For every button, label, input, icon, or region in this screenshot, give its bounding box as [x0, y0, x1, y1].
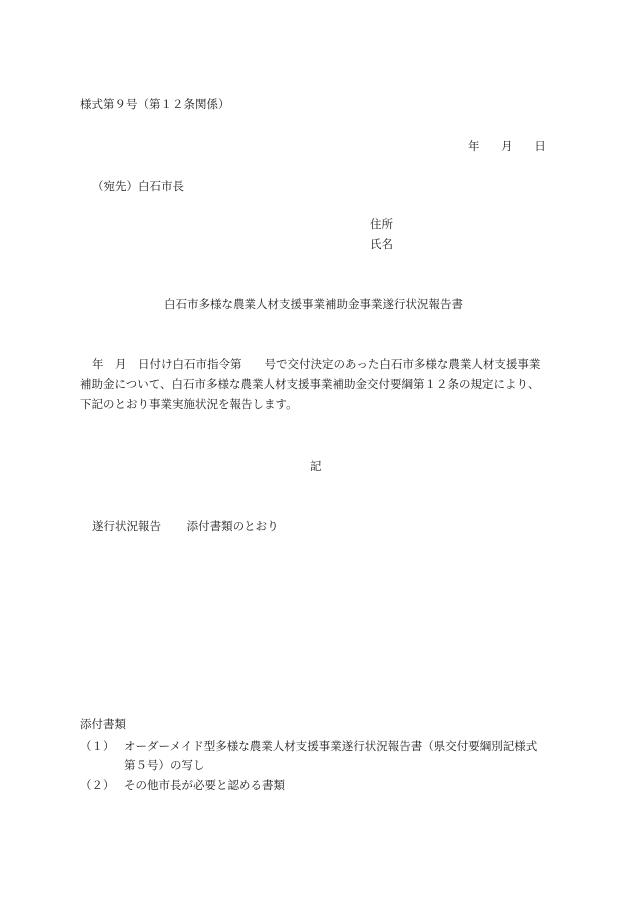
report-item-value: 添付書類のとおり	[186, 519, 279, 533]
addressee: （宛先）白石市長	[92, 179, 184, 193]
attachment-item-2-line1: その他市長が必要と認める書類	[124, 778, 285, 792]
date-day-label: 日	[534, 139, 546, 153]
body-line-3: 下記のとおり事業実施状況を報告します。	[80, 397, 298, 411]
attachment-item-2-num: （２）	[80, 778, 115, 792]
report-item-label: 遂行状況報告	[92, 519, 161, 533]
attachment-item-1-line1: オーダーメイド型多様な農業人材支援事業遂行状況報告書（県交付要綱別記様式	[124, 739, 538, 753]
ki-heading: 記	[310, 459, 322, 473]
applicant-name-label: 氏名	[370, 237, 393, 251]
date-year-label: 年	[468, 139, 480, 153]
date-month-label: 月	[501, 139, 513, 153]
report-item	[92, 518, 279, 534]
attachment-item-1-num: （１）	[80, 739, 115, 753]
body-paragraph	[80, 354, 560, 414]
form-number: 様式第９号（第１２条関係）	[80, 97, 230, 111]
body-line-2: 補助金について、白石市多様な農業人材支援事業補助金交付要綱第１２条の規定により、	[80, 377, 540, 391]
document-title: 白石市多様な農業人材支援事業補助金事業遂行状況報告書	[164, 297, 463, 311]
attachments-heading: 添付書類	[80, 717, 126, 731]
attachment-item-1-line2: 第５号）の写し	[124, 758, 205, 772]
applicant-address-label: 住所	[370, 217, 393, 231]
body-line-1: 年 月 日付け白石市指令第 号で交付決定のあった白石市多様な農業人材支援事業	[92, 357, 541, 371]
date-line	[468, 138, 546, 154]
